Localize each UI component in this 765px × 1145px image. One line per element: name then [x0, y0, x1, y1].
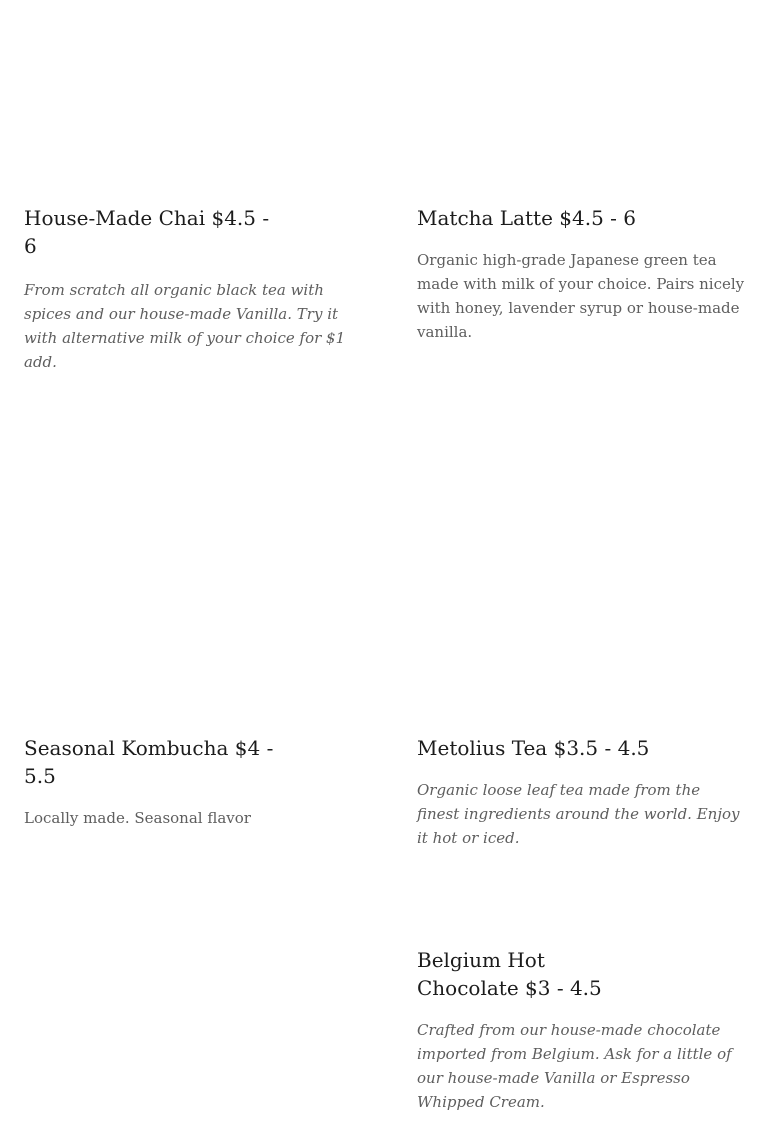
- menu-item-title: House-Made Chai $4.5 - 6: [24, 206, 270, 258]
- menu-item-title: Matcha Latte $4.5 - 6: [417, 206, 637, 230]
- menu-item-chai: [24, 204, 364, 374]
- menu-item-title: Belgium Hot Chocolate $3 - 4.5: [417, 948, 602, 1000]
- menu-item-description: Organic high-grade Japanese green tea made with milk of your choice. Pairs nicely with honey, lavender syrup or house-made vanilla.: [417, 251, 745, 341]
- menu-item-description: Locally made. Seasonal flavor: [24, 809, 251, 827]
- menu-item-kombucha: [24, 734, 364, 830]
- menu-item-metolius-tea: [417, 734, 747, 850]
- menu-item-description: From scratch all organic black tea with spices and our house-made Vanilla. Try it with alternative milk of your choice for $1 add.: [24, 281, 346, 371]
- menu-item-description: Organic loose leaf tea made from the finest ingredients around the world. Enjoy it hot or iced.: [417, 781, 740, 847]
- menu-item-title: Seasonal Kombucha $4 - 5.5: [24, 736, 274, 788]
- menu-item-title: Metolius Tea $3.5 - 4.5: [417, 736, 650, 760]
- menu-item-description: Crafted from our house-made chocolate imported from Belgium. Ask for a little of our house-made Vanilla or Espresso Whipped Cream.: [417, 1021, 732, 1111]
- menu-item-hot-chocolate: [417, 946, 747, 1114]
- menu-item-matcha: [417, 204, 747, 344]
